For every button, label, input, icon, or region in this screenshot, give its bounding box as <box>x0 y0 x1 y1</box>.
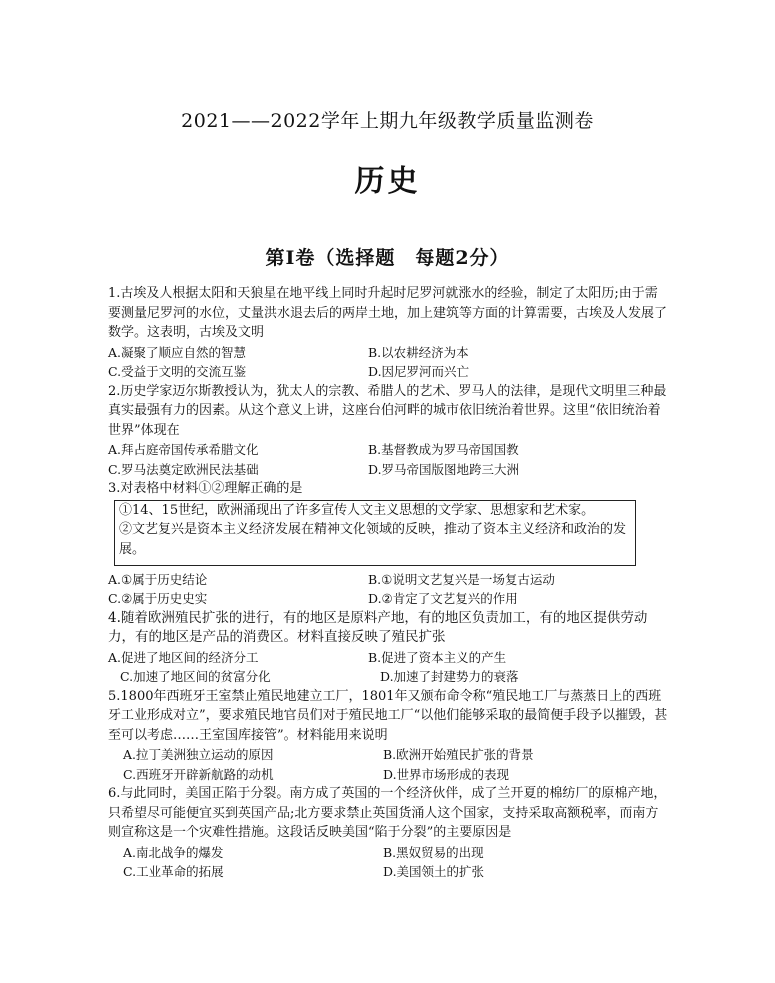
option-d: D.世界市场形成的表现 <box>383 766 510 782</box>
options-grid <box>108 343 668 382</box>
option-a: A.拉丁美洲独立运动的原因 <box>123 747 274 762</box>
question-stem: 5.1800年西班牙王室禁止殖民地建立工厂，1801年又颁布命令称“殖民地工厂与蒸蒸日上的西班牙工业形成对立”，要求殖民地官员们对于殖民地工厂“以他们能够采取的最简便手段予以摧毁，甚至可以考虑……王室国库接管”。材料能用来说明 <box>108 688 668 743</box>
option-a: A.凝聚了顺应自然的智慧 <box>108 344 247 360</box>
option-c: C.②属于历史史实 <box>108 591 208 606</box>
option-b: B.以农耕经济为本 <box>368 344 469 360</box>
exam-title: 2021——2022学年上期九年级教学质量监测卷 <box>181 110 594 132</box>
option-b: B.欧洲开始殖民扩张的背景 <box>383 747 534 762</box>
section-heading: 第Ⅰ卷（选择题 每题2分） <box>265 247 510 269</box>
option-d: D.②肯定了文艺复兴的作用 <box>368 591 518 606</box>
options-grid <box>108 570 668 609</box>
question-stem: 2.历史学家迈尔斯教授认为，犹太人的宗教、希腊人的艺术、罗马人的法律，是现代文明里三种最真实最强有力的因素。从这个意义上讲，这座台伯河畔的城市依旧统治着世界。这里“依旧统治着世界”体现在 <box>108 383 667 438</box>
options-grid <box>108 745 668 784</box>
options-grid <box>108 440 668 479</box>
question-4 <box>108 609 668 687</box>
question-3 <box>108 479 668 609</box>
option-d: D.美国领土的扩张 <box>383 864 485 879</box>
option-a: A.①属于历史结论 <box>108 571 208 587</box>
option-b: B.黑奴贸易的出现 <box>383 844 484 860</box>
option-d: D.因尼罗河而兴亡 <box>368 364 470 379</box>
option-c: C.工业革命的拓展 <box>123 864 224 879</box>
options-grid <box>108 843 668 882</box>
option-c: C.受益于文明的交流互鉴 <box>108 364 247 379</box>
option-c: C.西班牙开辟新航路的动机 <box>123 766 274 782</box>
question-6 <box>108 784 668 882</box>
option-b: B.①说明文艺复兴是一场复古运动 <box>368 571 555 587</box>
material-1: ①14、15世纪，欧洲涌现出了许多宣传人文主义思想的文学家、思想家和艺术家。 <box>119 502 595 518</box>
option-a: A.促进了地区间的经济分工 <box>108 649 259 665</box>
option-d: D.罗马帝国版图地跨三大洲 <box>368 461 520 477</box>
subject-title: 历史 <box>354 164 421 199</box>
option-a: A.拜占庭帝国传承希腊文化 <box>108 442 259 457</box>
question-stem: 4.随着欧洲殖民扩张的进行，有的地区是原料产地，有的地区负责加工，有的地区提供劳动力，有的地区是产品的消费区。材料直接反映了殖民扩张 <box>108 609 648 645</box>
question-1 <box>108 284 668 382</box>
question-list <box>108 284 668 882</box>
option-c: C.加速了地区间的贫富分化 <box>120 669 271 684</box>
option-c: C.罗马法奠定欧洲民法基础 <box>108 461 259 477</box>
material-2: ②文艺复兴是资本主义经济发展在精神文化领域的反映，推动了资本主义经济和政治的发展。 <box>119 522 627 557</box>
question-5 <box>108 687 668 785</box>
question-stem: 3.对表格中材料①②理解正确的是 <box>108 481 303 496</box>
option-d: D.加速了封建势力的衰落 <box>380 669 519 684</box>
question-2 <box>108 382 668 480</box>
option-b: B.促进了资本主义的产生 <box>368 649 507 665</box>
options-grid <box>108 648 668 687</box>
option-b: B.基督教成为罗马帝国国教 <box>368 442 519 457</box>
material-box <box>114 500 636 566</box>
option-a: A.南北战争的爆发 <box>123 844 224 860</box>
question-stem: 1.古埃及人根据太阳和天狼星在地平线上同时升起时尼罗河就涨水的经验，制定了太阳历;由于需要测量尼罗河的水位，丈量洪水退去后的两岸土地，加上建筑等方面的计算需要，古埃及人发展了数学。这表明，古埃及文明 <box>108 286 668 340</box>
question-stem: 6.与此同时，美国正陷于分裂。南方成了英国的一个经济伙伴，成了兰开夏的棉纺厂的原棉产地，只希望尽可能便宜买到英国产品;北方要求禁止英国货涌人这个国家，支持采取高额税率，而南方则宣称这是一个灾难性措施。这段话反映美国“陷于分裂”的主要原因是 <box>108 786 667 840</box>
